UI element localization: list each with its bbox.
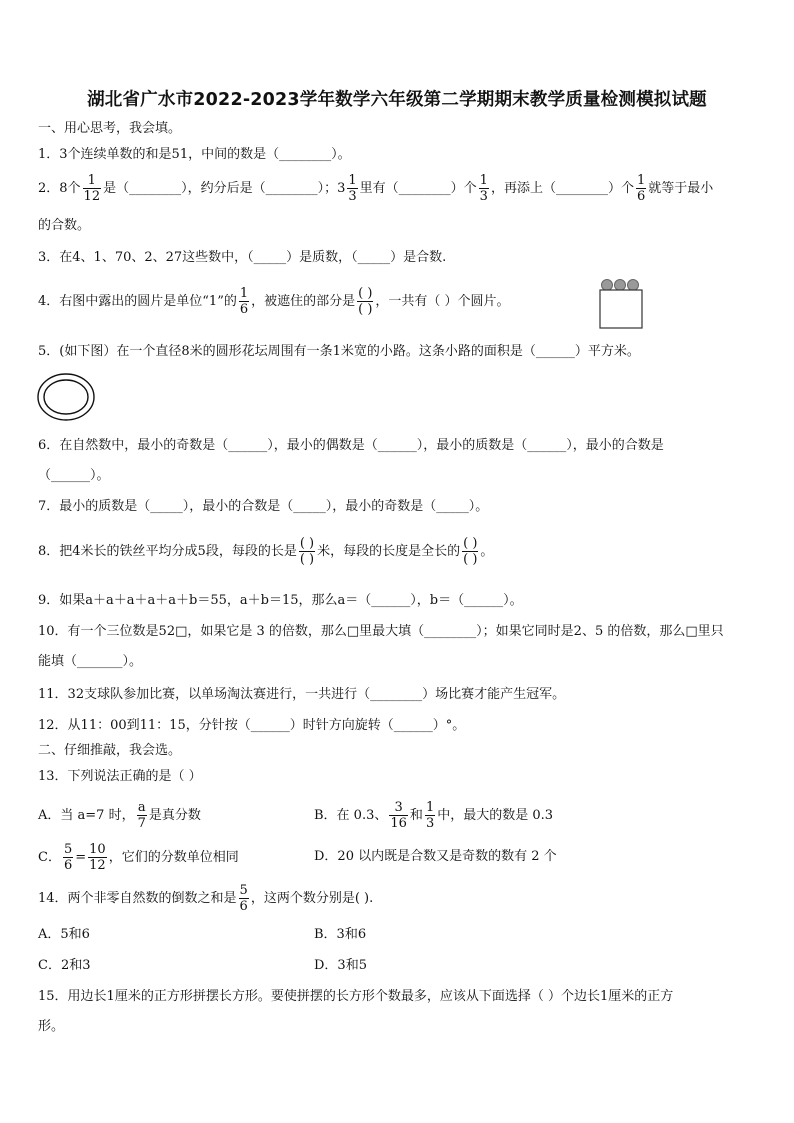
question-7: 7．最小的质数是（_____），最小的合数是（_____），最小的奇数是（_____）。	[38, 499, 489, 514]
question-2	[38, 173, 713, 204]
q2-fraction-4: $\frac{1}{6}$	[636, 173, 646, 204]
question-10: 10．有一个三位数是52□，如果它是 3 的倍数，那么□里最大填（________）；如果它同时是2、5 的倍数，那么□里只	[38, 624, 724, 639]
question-2-continued: 的合数。	[38, 218, 91, 233]
q13c-fraction-1: $\frac{5}{6}$	[63, 842, 73, 873]
q13a-fraction: $\frac{a}{7}$	[137, 800, 146, 831]
question-4	[38, 286, 510, 317]
q13-option-d: D．20 以内既是合数又是奇数的数有 2 个	[314, 849, 557, 864]
section-heading-choice: 二、仔细推敲，我会选。	[38, 743, 182, 758]
section-heading-fill: 一、用心思考，我会填。	[38, 121, 182, 136]
outer-ring	[38, 374, 94, 420]
flower-bed-rings-figure	[36, 372, 98, 424]
q2-text-d: ，再添上（________）个	[490, 181, 634, 196]
q8-text-b: 米，每段的长度是全长的	[317, 544, 461, 559]
question-6: 6．在自然数中，最小的奇数是（______），最小的偶数是（______），最小的质数是（______），最小的合数是	[38, 438, 664, 453]
question-8	[38, 536, 493, 567]
q2-text-a: 2．8个	[38, 181, 81, 196]
q2-fraction-2: $\frac{1}{3}$	[348, 173, 357, 204]
q14-option-c: C．2和3	[38, 958, 91, 973]
q4-text-b: ，被遮住的部分是	[251, 294, 356, 309]
q14-option-b: B．3和6	[314, 927, 367, 942]
q2-text-b: 是（________），约分后是（________）；3	[103, 181, 346, 196]
q14-option-a: A．5和6	[38, 927, 90, 942]
question-15-continued: 形。	[38, 1019, 65, 1034]
disc-2	[615, 280, 626, 291]
q13-option-c: C． $\frac{5}{6}$ = $\frac{10}{12}$ ，它们的分数单位相同	[38, 842, 239, 873]
question-3: 3．在4、1、70、2、27这些数中，（_____）是质数，（_____）是合数.	[38, 250, 447, 265]
q13b-fraction-2: $\frac{1}{3}$	[425, 800, 435, 831]
question-5: 5．(如下图）在一个直径8米的圆形花坛周围有一条1米宽的小路。这条小路的面积是（______）平方米。	[38, 344, 640, 359]
q8-fraction-2: $\frac{( )}{( )}$	[463, 536, 478, 567]
q8-text-c: 。	[480, 544, 494, 559]
cover-box	[600, 290, 642, 328]
q2-fraction-1: $\frac{1}{12}$	[83, 173, 101, 204]
q13c-fraction-2: $\frac{10}{12}$	[89, 842, 106, 873]
disc-3	[628, 280, 639, 291]
q2-text-c: 里有（________）个	[359, 181, 477, 196]
question-1: 1．3个连续单数的和是51，中间的数是（________）。	[38, 147, 351, 162]
q13b-fraction-1: $\frac{3}{16}$	[390, 800, 407, 831]
question-13: 13．下列说法正确的是（ ）	[38, 769, 202, 784]
q8-fraction-1: $\frac{( )}{( )}$	[299, 536, 315, 567]
q8-text-a: 8．把4米长的铁丝平均分成5段，每段的长是	[38, 544, 297, 559]
question-11: 11．32支球队参加比赛，以单场淘汰赛进行，一共进行（________）场比赛才能产生冠军。	[38, 687, 566, 702]
covered-discs-figure	[596, 276, 646, 332]
inner-ring	[44, 380, 88, 414]
q4-text-c: ，一共有（ ）个圆片。	[375, 294, 510, 309]
q4-fraction-1: $\frac{1}{6}$	[239, 286, 249, 317]
question-6-continued: （______）。	[38, 468, 110, 483]
question-9: 9．如果a＋a＋a＋a＋a＋b＝55，a＋b＝15，那么a＝（______），b＝（______）。	[38, 593, 523, 608]
question-12: 12．从11：00到11：15，分针按（______）时针方向旋转（______）°。	[38, 718, 466, 733]
question-14: 14．两个非零自然数的倒数之和是 $\frac{5}{6}$ ，这两个数分别是( ).	[38, 883, 374, 914]
q2-fraction-3: $\frac{1}{3}$	[479, 173, 488, 204]
q4-text-a: 4．右图中露出的圆片是单位“1”的	[38, 294, 237, 309]
q13-option-a: A．当 a=7 时， $\frac{a}{7}$ 是真分数	[38, 800, 201, 831]
q2-text-e: 就等于最小	[648, 181, 714, 196]
page-title: 湖北省广水市2022-2023学年数学六年级第二学期期末教学质量检测模拟试题	[87, 90, 707, 110]
q14-fraction: $\frac{5}{6}$	[239, 883, 248, 914]
q4-fraction-2: $\frac{( )}{( )}$	[358, 286, 373, 317]
q13-option-b: B．在 0.3、 $\frac{3}{16}$ 和 $\frac{1}{3}$ 中，最大的数是 0.3	[314, 800, 554, 831]
disc-1	[602, 280, 613, 291]
q14-option-d: D．3和5	[314, 958, 367, 973]
question-10-continued: 能填（_______）。	[38, 654, 143, 669]
question-15: 15．用边长1厘米的正方形拼摆长方形。要使拼摆的长方形个数最多，应该从下面选择（ ）个边长1厘米的正方	[38, 989, 674, 1004]
